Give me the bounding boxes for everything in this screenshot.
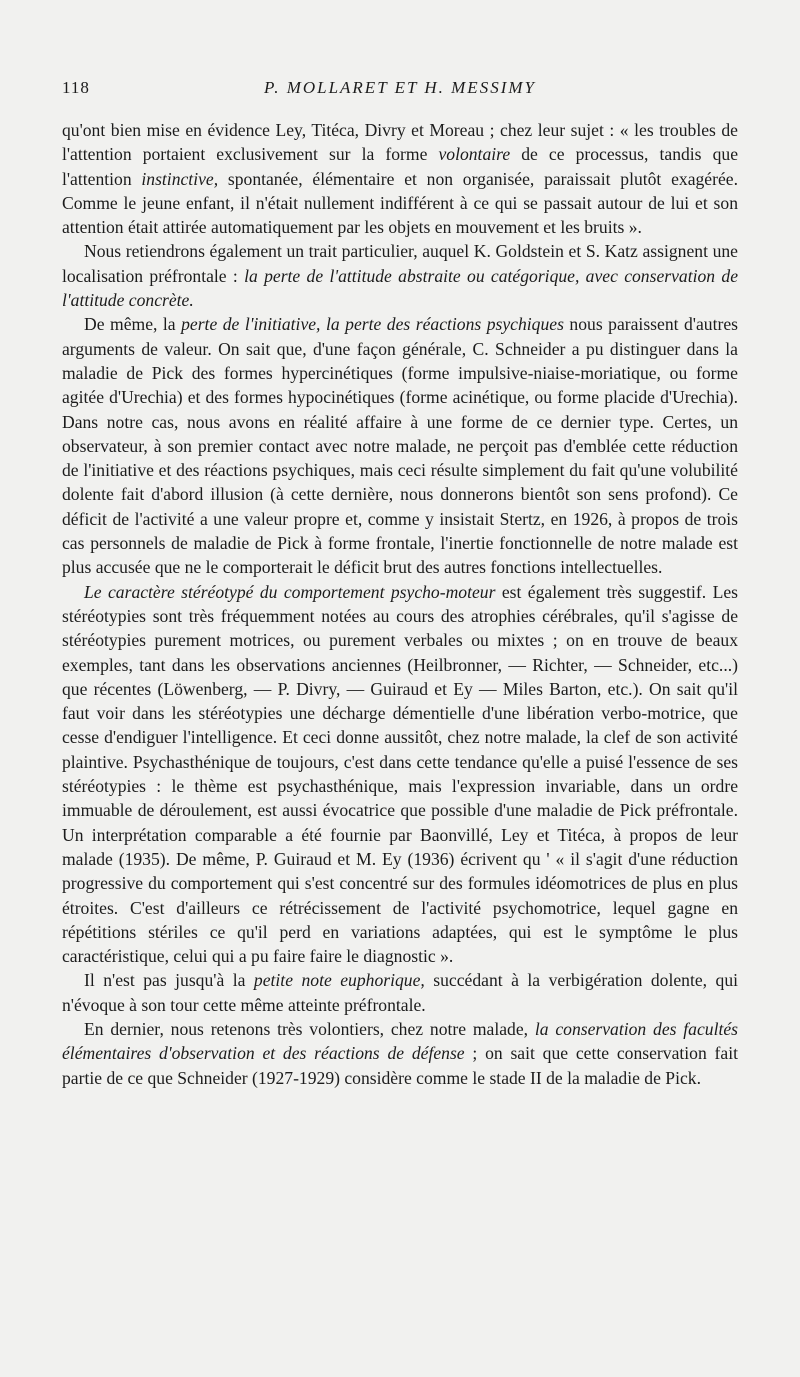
body-text: [62, 118, 738, 1090]
paragraph: [62, 1017, 738, 1090]
paragraph: [62, 118, 738, 239]
text-run: spontanée, élémentaire et non organisée, paraissait plutôt exagérée. Comme le jeune enfant, il n'était nullement indifférent à ce qui se passait autour de lui et son attention était attirée automatiquement par les objets en mouvement et les bruits ».: [62, 168, 738, 238]
italic-run: perte de l'initiative, la perte des réactions psychiques: [181, 314, 564, 335]
text-run: Il n'est pas jusqu'à la: [84, 970, 254, 991]
text-run: qu'ont bien mise en évidence Ley, Titéca, Divry et Moreau ; chez leur sujet : « les troubles de l'attention portaient exclusivement sur la forme: [62, 120, 738, 165]
text-run: Nous retiendrons également un trait particulier, auquel K. Goldstein et S. Katz assignent une localisation préfrontale :: [62, 241, 738, 286]
text-run: nous paraissent d'autres arguments de valeur. On sait que, d'une façon générale, C. Schneider a pu distinguer dans la maladie de Pick des formes hypercinétiques (forme impulsive-niaise-moriatique, ou forme agitée d'Urechia) et des formes hypocinétiques (forme acinétique, ou forme placide d'Urechia). Dans notre cas, nous avons en réalité affaire à une forme de ce dernier type. Certes, un observateur, à son premier contact avec notre malade, ne perçoit pas d'emblée cette réduction de l'initiative et des réactions psychiques, mais ceci résulte simplement du fait qu'une volubilité dolente fait d'abord illusion (à cette dernière, nous donnerons bientôt son sens profond). Ce déficit de l'activité a une valeur propre et, comme y insistait Stertz, en 1926, à propos de trois cas personnels de maladie de Pick à forme frontale, l'inertie fonctionnelle de notre malade est plus accusée que ne le comporterait le déficit brut des autres fonctions intellectuelles.: [62, 314, 738, 578]
italic-run: la perte de l'attitude abstraite ou catégorique, avec conservation de l'attitude concrète.: [62, 265, 738, 311]
text-run: ; on sait que cette conservation fait partie de ce que Schneider (1927-1929) considère comme le stade II de la maladie de Pick.: [62, 1043, 738, 1088]
italic-run: petite note euphorique,: [253, 970, 425, 991]
paragraph: [62, 312, 738, 579]
italic-run: Le caractère stéréotypé du comportement psycho-moteur: [84, 581, 496, 602]
page-number: 118: [62, 78, 90, 97]
italic-run: volontaire: [438, 144, 511, 165]
paragraph: [62, 580, 738, 969]
text-run: de ce processus, tandis que l'attention: [62, 144, 739, 189]
text-run: De même, la: [84, 314, 182, 335]
text-run: succédant à la verbigération dolente, qui n'évoque à son tour cette même atteinte préfrontale.: [62, 970, 739, 1015]
running-head: P. MOLLARET ET H. MESSIMY: [264, 78, 536, 97]
italic-run: instinctive,: [141, 168, 219, 189]
italic-run: la conservation des facultés élémentaires d'observation et des réactions de défense: [62, 1018, 739, 1064]
text-run: En dernier, nous retenons très volontiers, chez notre malade,: [84, 1018, 535, 1039]
page-header: [62, 78, 738, 102]
paragraph: [62, 968, 738, 1017]
paragraph: [62, 239, 738, 312]
text-run: est également très suggestif. Les stéréotypies sont très fréquemment notées au cours des atrophies cérébrales, qu'il s'agisse de stéréotypies purement motrices, ou purement verbales ou mixtes ; on en trouve de beaux exemples, tant dans les observations anciennes (Heilbronner, — Richter, — Schneider, etc...) que récentes (Löwenberg, — P. Divry, — Guiraud et Ey — Miles Barton, etc.). On sait qu'il faut voir dans les stéréotypies une décharge démentielle d'une libération verbo-motrice, que cesse d'endiguer l'intelligence. Et ceci donne aussitôt, chez notre malade, la clef de son activité plaintive. Psychasthénique de toujours, c'est dans cette tendance qu'elle a puisé l'essence de ses stéréotypies : le thème est psychasthénique, mais l'expression invariable, dans un ordre immuable de déroulement, est aussi évocatrice que possible d'une maladie de Pick préfrontale. Un interprétation comparable a été fournie par Baonvillé, Ley et Titéca, à propos de leur malade (1935). De même, P. Guiraud et M. Ey (1936) écrivent qu ' « il s'agit d'une réduction progressive du comportement qui s'est concentré sur des formules idéomotrices de plus en plus étroites. C'est d'ailleurs ce rétrécissement de l'activité psychomotrice, lequel gagne en répétitions stériles ce qu'il perd en variations adaptées, qui est le symptôme le plus caractéristique, celui qui a pu faire faire le diagnostic ».: [62, 581, 738, 967]
